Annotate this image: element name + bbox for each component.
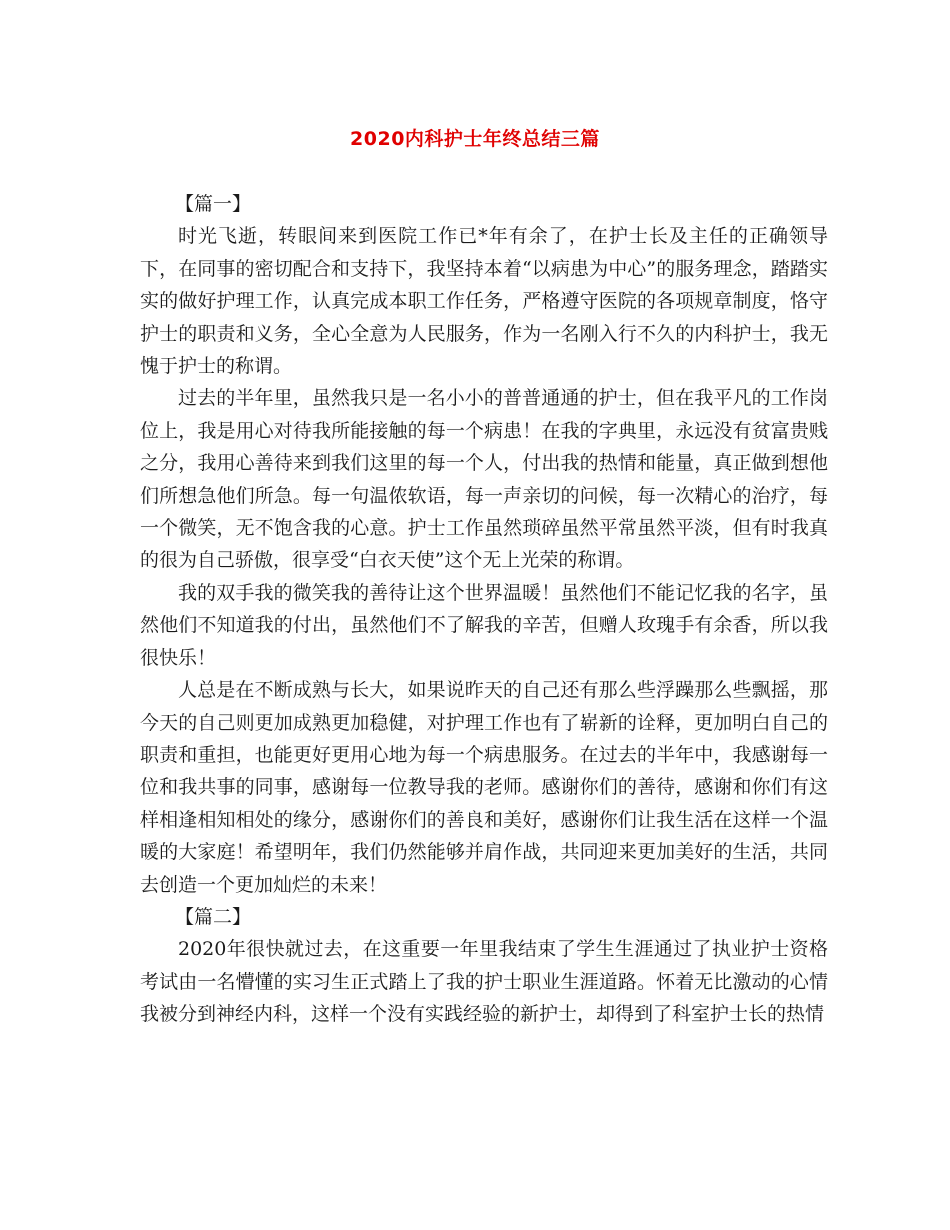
document-title: 2020内科护士年终总结三篇	[350, 128, 600, 150]
document-body	[140, 188, 828, 1031]
section-heading-2: 【篇二】	[175, 905, 252, 928]
paragraph-4: 人总是在不断成熟与长大，如果说昨天的自己还有那么些浮躁那么些飘摇，那今天的自己则更加成熟更加稳健，对护理工作也有了崭新的诠释，更加明白自己的职责和重担，也能更好更用心地为每一个病患服务。在过去的半年中，我感谢每一位和我共事的同事，感谢每一位教导我的老师。感谢你们的善待，感谢和你们有这样相逢相知相处的缘分，感谢你们的善良和美好，感谢你们让我生活在这样一个温暖的大家庭！希望明年，我们仍然能够并肩作战，共同迎来更加美好的生活，共同去创造一个更加灿烂的未来！	[140, 679, 828, 896]
paragraph-1: 时光飞逝，转眼间来到医院工作已*年有余了，在护士长及主任的正确领导下，在同事的密切配合和支持下，我坚持本着“以病患为中心”的服务理念，踏踏实实的做好护理工作，认真完成本职工作任务，严格遵守医院的各项规章制度，恪守护士的职责和义务，全心全意为人民服务，作为一名刚入行不久的内科护士，我无愧于护士的称谓。	[140, 225, 828, 378]
section-heading-1: 【篇一】	[175, 193, 252, 215]
paragraph-2: 过去的半年里，虽然我只是一名小小的普普通通的护士，但在我平凡的工作岗位上，我是用心对待我所能接触的每一个病患！在我的字典里，永远没有贫富贵贱之分，我用心善待来到我们这里的每一个人，付出我的热情和能量，真正做到想他们所想急他们所急。每一句温侬软语，每一声亲切的问候，每一次精心的治疗，每一个微笑，无不饱含我的心意。护士工作虽然琐碎虽然平常虽然平淡，但有时我真的很为自己骄傲，很享受“白衣天使”这个无上光荣的称谓。	[140, 387, 828, 572]
paragraph-3: 我的双手我的微笑我的善待让这个世界温暖！虽然他们不能记忆我的名字，虽然他们不知道我的付出，虽然他们不了解我的辛苦，但赠人玫瑰手有余香，所以我很快乐！	[140, 581, 828, 669]
paragraph-5: 2020年很快就过去，在这重要一年里我结束了学生生涯通过了执业护士资格考试由一名懵懂的实习生正式踏上了我的护士职业生涯道路。怀着无比激动的心情我被分到神经内科，这样一个没有实践经验的新护士，却得到了科室护士长的热情	[140, 938, 828, 1026]
